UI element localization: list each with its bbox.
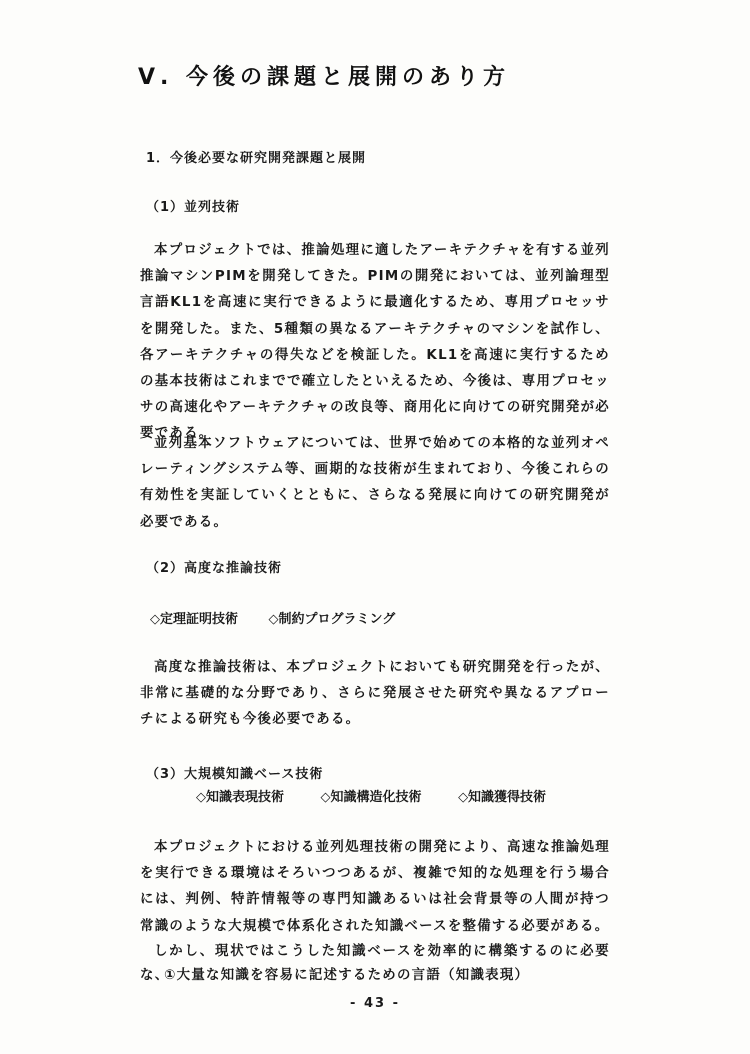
knowledge-tag-list <box>196 786 546 805</box>
tag-constraint-programming: ◇制約プログラミング <box>268 612 396 627</box>
subsection-heading-knowledge-base: （3）大規模知識ベース技術 <box>146 767 324 782</box>
paragraph-parallel-pim: 本プロジェクトでは、推論処理に適したアーキテクチャを有する並列推論マシンPIMを開発してきた。PIMの開発においては、並列論理型言語KL1を高速に実行できるように最適化するため、専用プロセッサを開発した。また、5種類の異なるアーキテクチャのマシンを試作し、各アーキテクチャの得失などを検証した。KL1を高速に実行するための基本技術はこれまでで確立したといえるため、今後は、専用プロセッサの高速化やアーキテクチャの改良等、商用化に向けての研究開発が必要である。 <box>140 243 610 442</box>
tag-knowledge-acquisition: ◇知識獲得技術 <box>458 790 547 805</box>
subsection-heading-inference: （2）高度な推論技術 <box>146 561 283 576</box>
inference-tag-list <box>150 608 395 627</box>
paragraph-parallel-os: 並列基本ソフトウェアについては、世界で始めての本格的な並列オペレーティングシステム等、画期的な技術が生まれており、今後これらの有効性を実証していくとともに、さらなる発展に向けての研究開発が必要である。 <box>140 436 610 530</box>
list-item-knowledge-representation: ①大量な知識を容易に記述するための言語（知識表現） <box>164 968 530 983</box>
subsection-heading-parallel: （1）並列技術 <box>146 200 241 215</box>
paragraph-knowledge-however: しかし、現状ではこうした知識ベースを効率的に構築するのに必要な、 <box>140 944 610 983</box>
section-title: 1．今後必要な研究開発課題と展開 <box>146 151 367 166</box>
chapter-title: Ⅴ. 今後の課題と展開のあり方 <box>138 65 511 90</box>
paragraph-knowledge-base: 本プロジェクトにおける並列処理技術の開発により、高速な推論処理を実行できる環境はそろいつつあるが、複雑で知的な処理を行う場合には、判例、特許情報等の専門知識あるいは社会背景等の人間が持つ常識のような大規模で体系化された知識ベースを整備する必要がある。 <box>140 840 610 934</box>
tag-knowledge-structuring: ◇知識構造化技術 <box>320 790 422 805</box>
tag-theorem-proving: ◇定理証明技術 <box>150 612 238 627</box>
paragraph-inference: 高度な推論技術は、本プロジェクトにおいても研究開発を行ったが、非常に基礎的な分野であり、さらに発展させた研究や異なるアプローチによる研究も今後必要である。 <box>140 660 610 728</box>
tag-knowledge-representation: ◇知識表現技術 <box>196 790 284 805</box>
page-number: - 43 - <box>350 996 400 1011</box>
